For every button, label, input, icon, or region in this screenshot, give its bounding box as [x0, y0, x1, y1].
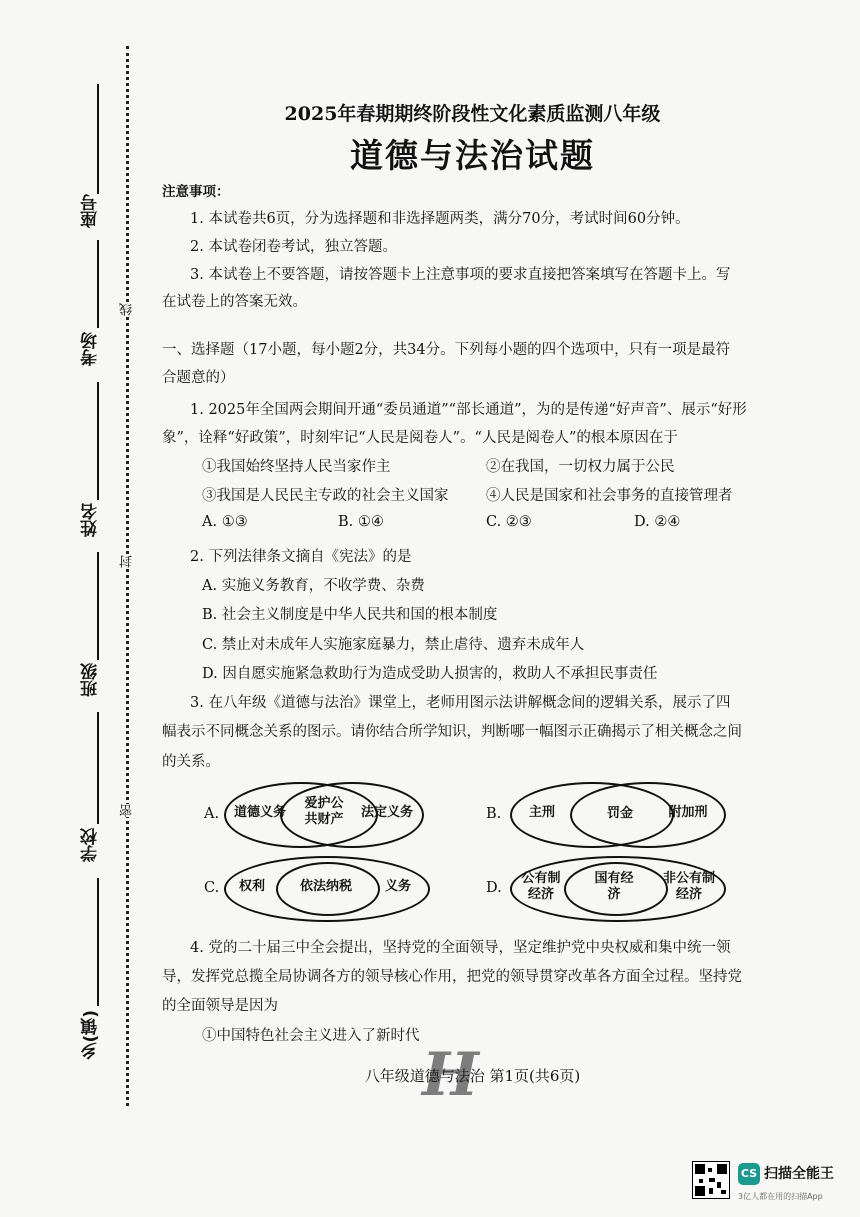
seat-label: 座号 — [81, 194, 101, 228]
q4-stem-line3: 的全面领导是因为 — [162, 998, 278, 1014]
diagram-d-label: D. — [486, 880, 502, 896]
q2-stem: 2. 下列法律条文摘自《宪法》的是 — [190, 549, 412, 565]
seat-line — [97, 84, 99, 194]
q1-option-4: ④人民是国家和社会事务的直接管理者 — [486, 488, 733, 504]
town-line — [97, 878, 99, 1006]
diagram-b-middle-text: 罚金 — [606, 806, 633, 821]
diagram-d-left-text: 公有制经济 — [521, 871, 561, 902]
q2-option-d: D. 因自愿实施紧急救助行为造成受助人损害的，救助人不承担民事责任 — [202, 666, 658, 682]
q2-option-a: A. 实施义务教育，不收学费、杂费 — [202, 578, 425, 594]
diagram-b-left-text: 主刑 — [528, 805, 555, 820]
class-line — [97, 552, 99, 660]
q3-stem-line1: 3. 在八年级《道德与法治》课堂上，老师用图示法讲解概念间的逻辑关系，展示了四 — [190, 695, 731, 711]
scanner-app-name: 扫描全能王 — [764, 1166, 834, 1182]
diagram-a-middle-text: 爱护公共财产 — [304, 796, 344, 827]
seal-dotted-line — [126, 46, 129, 1106]
diagram-b-label: B. — [486, 806, 502, 822]
diagram-c-left-text: 权利 — [238, 879, 265, 894]
exam-title-line1: 2025年春期期终阶段性文化素质监测八年级 — [284, 103, 661, 125]
note-item-1: 1. 本试卷共6页，分为选择题和非选择题两类，满分70分，考试时间60分钟。 — [190, 211, 690, 227]
q1-stem-line2: 象”，诠释“好政策”，时刻牢记“人民是阅卷人”。“人民是阅卷人”的根本原因在于 — [162, 430, 678, 446]
diagram-d-right-text: 非公有制经济 — [662, 871, 715, 902]
qr-code-icon — [692, 1161, 730, 1199]
room-label: 考场 — [81, 332, 101, 366]
town-label: 乡(镇) — [81, 1010, 101, 1060]
diagram-a-label: A. — [204, 806, 220, 822]
q2-option-b: B. 社会主义制度是中华人民共和国的根本制度 — [202, 607, 498, 623]
camscanner-logo-icon: CS — [738, 1163, 760, 1185]
room-line — [97, 240, 99, 328]
diagram-c-middle-text: 依法纳税 — [299, 879, 352, 894]
q1-choice-a: A. ①③ — [202, 514, 248, 530]
school-line — [97, 712, 99, 824]
section1-heading-cont: 合题意的） — [162, 370, 235, 386]
watermark-letter: H — [422, 1040, 479, 1110]
name-line — [97, 382, 99, 500]
q1-option-2: ②在我国，一切权力属于公民 — [486, 459, 675, 475]
q4-option-1: ①中国特色社会主义进入了新时代 — [202, 1028, 420, 1044]
q1-choice-b: B. ①④ — [338, 514, 384, 530]
page-footer: 八年级道德与法治 第1页(共6页) — [364, 1067, 581, 1085]
q4-stem-line1: 4. 党的二十届三中全会提出，坚持党的全面领导，坚定维护党中央权威和集中统一领 — [190, 940, 731, 956]
q1-stem-line1: 1. 2025年全国两会期间开通“委员通道”“部长通道”，为的是传递“好声音”、展示“好形 — [190, 402, 747, 418]
seal-word-mi: 密 — [120, 804, 135, 817]
q2-option-c: C. 禁止对未成年人实施家庭暴力，禁止虐待、遗弃未成年人 — [202, 637, 585, 653]
binding-margin — [0, 0, 150, 1217]
scanner-tagline: 3亿人都在用的扫描App — [738, 1192, 823, 1201]
notes-heading: 注意事项： — [162, 184, 230, 200]
q3-stem-line2: 幅表示不同概念关系的图示。请你结合所学知识，判断哪一幅图示正确揭示了相关概念之间 — [162, 724, 742, 740]
diagram-c-right-text: 义务 — [384, 879, 411, 894]
section1-heading: 一、选择题（17小题，每小题2分，共34分。下列每小题的四个选项中，只有一项是最符 — [162, 342, 731, 358]
diagram-b-right-text: 附加刑 — [668, 805, 708, 820]
note-item-3-cont: 在试卷上的答案无效。 — [162, 294, 307, 310]
q1-choice-d: D. ②④ — [634, 514, 681, 530]
seal-word-feng: 封 — [120, 555, 135, 568]
note-item-3: 3. 本试卷上不要答题，请按答题卡上注意事项的要求直接把答案填写在答题卡上。写 — [190, 267, 731, 283]
diagram-a-right-text: 法定义务 — [360, 805, 413, 820]
diagram-c-label: C. — [204, 880, 220, 896]
class-label: 班级 — [81, 663, 101, 697]
diagram-d-middle-text: 国有经济 — [594, 871, 634, 902]
diagram-a-left-text: 道德义务 — [233, 805, 286, 820]
school-label: 学校 — [81, 828, 101, 862]
q3-stem-line3: 的关系。 — [162, 754, 220, 770]
q1-choice-c: C. ②③ — [486, 514, 532, 530]
exam-title-line2: 道德与法治试题 — [350, 136, 595, 175]
name-label: 姓名 — [81, 503, 101, 537]
note-item-2: 2. 本试卷闭卷考试，独立答题。 — [190, 239, 397, 255]
q1-option-1: ①我国始终坚持人民当家作主 — [202, 459, 391, 475]
q4-stem-line2: 导，发挥党总揽全局协调各方的领导核心作用，把党的领导贯穿改革各方面全过程。坚持党 — [162, 969, 742, 985]
seal-word-xian: 线 — [120, 303, 135, 316]
q1-option-3: ③我国是人民民主专政的社会主义国家 — [202, 488, 449, 504]
